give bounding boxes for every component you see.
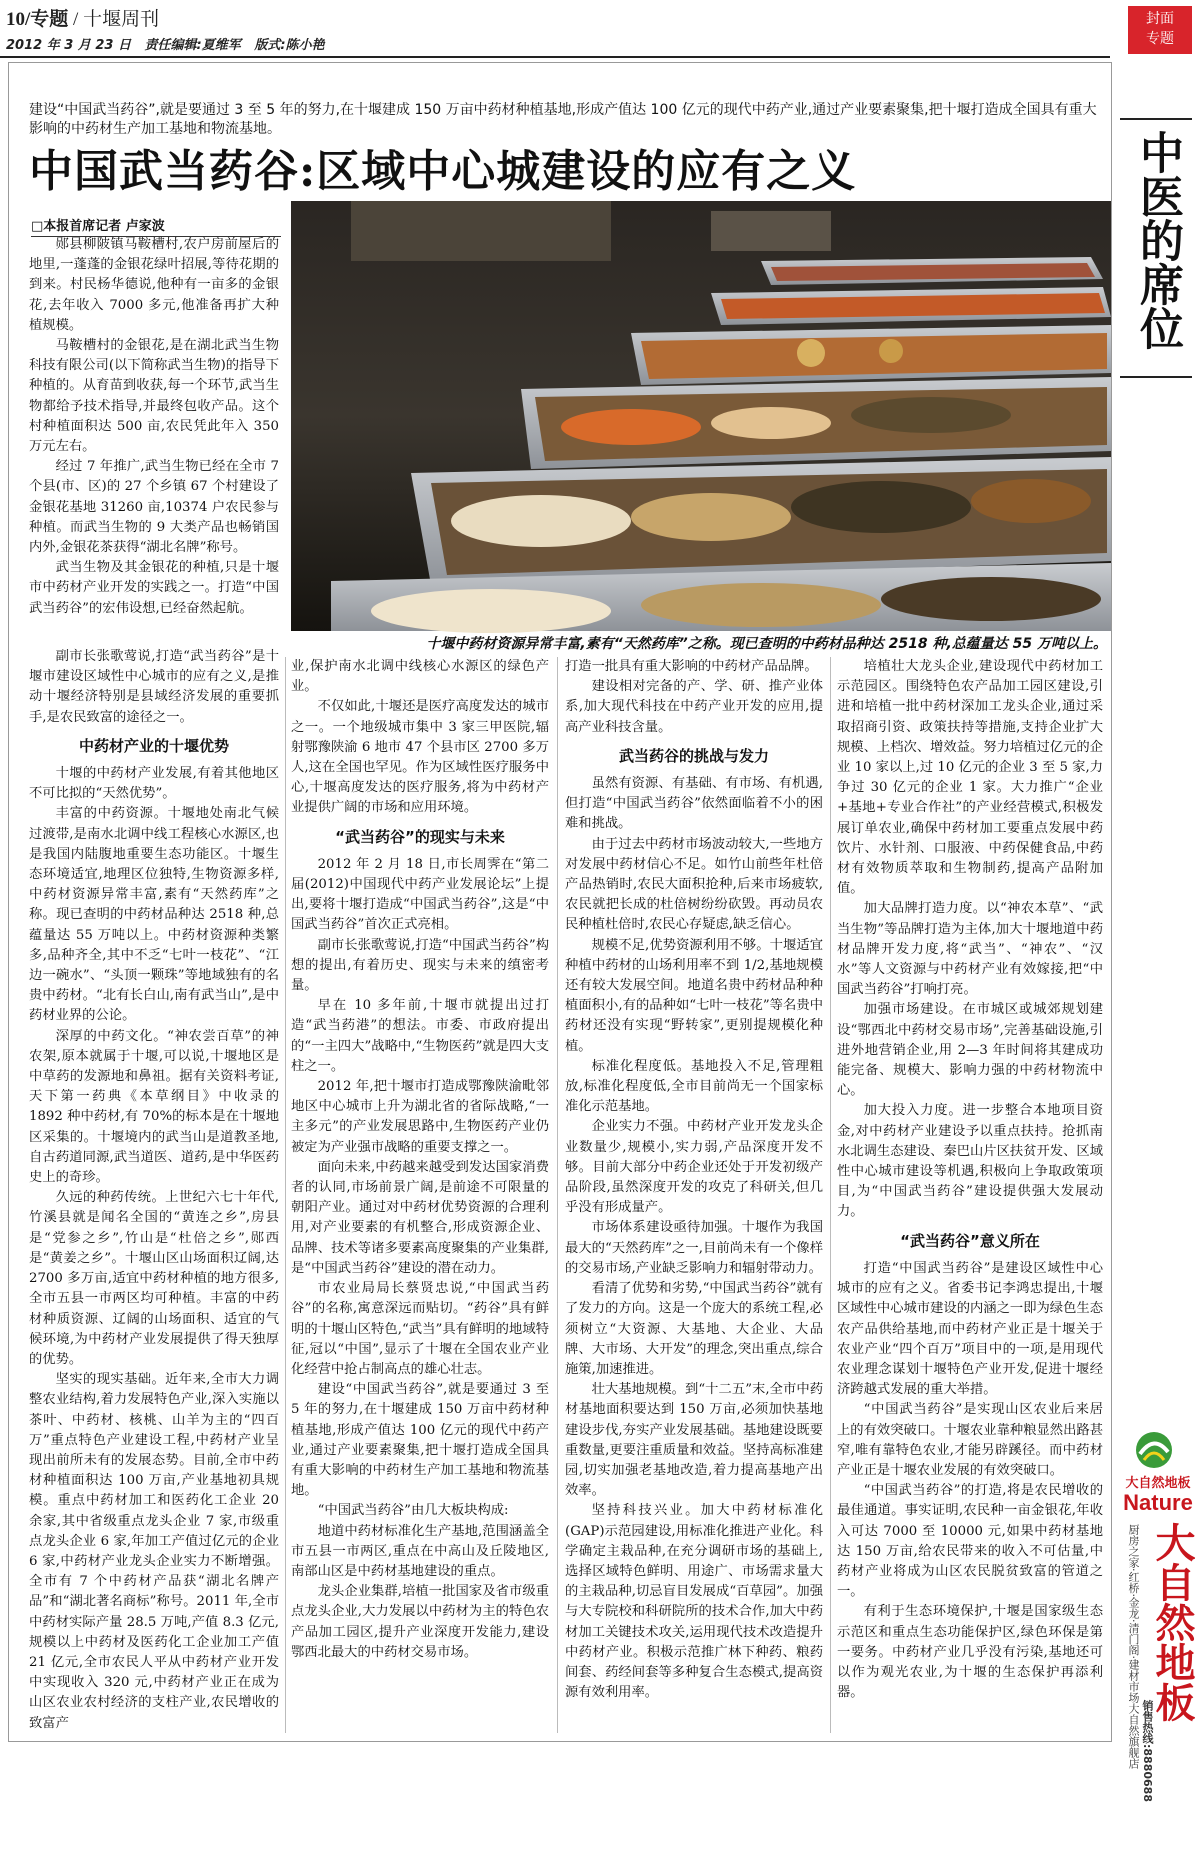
paragraph: 十堰的中药材产业发展,有着其他地区不可比拟的“天然优势”。 [29,766,279,802]
paragraph: 武当生物及其金银花的种植,只是十堰市中药材产业开发的实践之一。打造“中国武当药谷”的宏伟设想,已经奋然起航。 [29,560,279,616]
paragraph: 经过 7 年推广,武当生物已经在全市 7 个县(市、区)的 27 个乡镇 67 个村建设了金银花基地 31260 亩,10374 户农民参与种植。而武当生物的 9 大类产品也畅销国内外,金银花茶获得“湖北名牌”称号。 [29,459,279,556]
paragraph: 久远的种药传统。上世纪六七十年代,竹溪县就是闻名全国的“黄连之乡”,房县是“党参之乡”,竹山是“杜倍之乡”,郧西是“黄姜之乡”。十堰山区山场面积辽阔,达 2700 多万亩,适宜中药材种植的地方很多,全市五县一市两区均可种植。丰富的中药材种质资源、辽阔的山场面积、适宜的气候环境,为中药材产业发展提供了得天独厚的优势。 [29,1190,279,1367]
paragraph: 副市长张歌莺说,打造“中国武当药谷”构想的提出,有着历史、现实与未来的缜密考量。 [291,937,549,994]
paragraph: 马鞍槽村的金银花,是在湖北武当生物科技有限公司(以下简称武当生物)的指导下种植的。从育苗到收获,每一个环节,武当生物都给予技术指导,并最终包收产品。这个村种植面积达 500 亩,农民凭此年入 350 万元左右。 [29,338,279,455]
masthead-separator: / [68,9,84,30]
article-column-3 [565,657,823,1737]
paragraph: 加大投入力度。进一步整合本地项目资金,对中药材产业建设予以重点扶持。抢抓南水北调生态建设、秦巴山片区扶贫开发、区域性中心城市建设等机遇,积极向上争取政策项目,为“中国武当药谷”建设提供强大发展动力。 [837,1103,1103,1220]
masthead [0,0,1200,62]
cover-topic-tag-line2: 专题 [1146,31,1174,47]
layout-designer: 陈小艳 [285,38,325,53]
section-heading: 中药材产业的十堰优势 [78,736,229,755]
paragraph: 丰富的中药资源。十堰地处南北气候过渡带,是南水北调中线工程核心水源区,也是我国内陆腹地重要生态功能区。十堰生态环境适宜,地理区位独特,生物资源多样,中药材资源异常丰富,素有“天然药库”之称。现已查明的中药材品种达 2518 种,总蕴量达 55 万吨以上。中药材资源种类繁多,品种齐全,其中不乏“七叶一枝花”、“江边一碗水”、“头顶一颗珠”等地域独有的名贵中药材。“北有长白山,南有武当山”,是中药材业界的公论。 [29,806,279,1024]
column-divider [830,657,831,1733]
ad-brand-en: Nature [1123,1490,1193,1515]
paragraph: 壮大基地规模。到“十二五”末,全市中药材基地面积要达到 150 万亩,必须加快基地建设步伐,夯实产业发展基础。基地建设既要重数量,更要注重质量和效益。坚持高标准建园,切实加强老基地改造,着力提高基地产出效率。 [565,1382,823,1499]
paragraph: “中国武当药谷”是实现山区农业后来居上的有效突破口。十堰农业靠种粮显然出路甚窄,唯有靠特色农业,才能另辟蹊径。而中药材产业正是十堰农业发展的有效突破口。 [837,1402,1103,1478]
paragraph: 副市长张歌莺说,打造“武当药谷”是十堰市建设区域性中心城市的应有之义,是推动十堰经济特别是县域经济发展的重要抓手,是农民致富的途径之一。 [29,649,279,725]
herb-trays-illustration [291,201,1111,631]
ad-phone: 销售热线:8880688 [1141,1700,1154,1802]
paragraph: 加强市场建设。在市城区或城郊规划建设“鄂西北中药材交易市场”,完善基础设施,引进外地营销企业,用 2—3 年时间将其建成功能完备、规模大、影响力强的中药材物流中心。 [837,1002,1103,1099]
ad-store-info: 厨房之家·红桥·金龙·清门阁·建材市场大自然旗舰店 [1127,1524,1140,1769]
paragraph: 郧县柳陂镇马鞍槽村,农户房前屋后的地里,一蓬蓬的金银花绿叶招展,等待花期的到来。村民杨华德说,他种有一亩多的金银花,去年收入 7000 多元,他准备再扩大种植规模。 [29,237,279,333]
article [8,62,1112,1742]
section-name: 专题 [30,8,69,30]
paragraph: “中国武当药谷”的打造,将是农民增收的最佳通道。事实证明,农民种一亩金银花,年收入可达 7000 至 10000 元,如果中药材基地达 150 万亩,给农民带来的收入不可估量,中药材产业将成为山区农民脱贫致富的管道之一。 [837,1483,1103,1600]
paragraph: 规模不足,优势资源利用不够。十堰适宜种植中药材的山场利用率不到 1/2,基地规模还有较大发展空间。地道名贵中药材品种种植面积小,有的品种如“七叶一枝花”等名贵中药材还没有实现“野转家”,更别提规模化种植。 [565,937,823,1054]
page-number: 10/ [6,9,31,30]
paragraph: “中国武当药谷”由几大板块构成: [317,1503,509,1519]
photo-caption: 十堰中药材资源异常丰富,素有“天然药库”之称。现已查明的中药材品种达 2518 种,总蕴量达 55 万吨以上。 [426,636,1107,652]
paragraph: 面向未来,中药越来越受到发达国家消费者的认同,市场前景广阔,是前途不可限量的朝阳产业。通过对中药材优势资源的合理利用,对产业要素的有机整合,形成资源企业、品牌、技术等诸多要素高度聚集的产业集群,是“中国武当药谷”建设的潜在动力。 [291,1159,549,1276]
cover-topic-tag [1128,6,1192,54]
section-heading: “武当药谷”的现实与未来 [335,827,505,846]
paragraph: 龙头企业集群,培植一批国家及省市级重点龙头企业,大力发展以中药材为主的特色农产品加工园区,提升产业深度开发能力,建设鄂西北最大的中药材交易市场。 [291,1584,549,1660]
paragraph: 不仅如此,十堰还是医疗高度发达的城市之一。一个地级城市集中 3 家三甲医院,辐射鄂豫陕渝 6 地市 47 个县市区 2700 多万人,这在全国也罕见。作为区域性医疗服务中心,十堰高度发达的医疗服务,将为中药材产业提供广阔的市场和应用环境。 [291,699,549,816]
paragraph: 坚实的现实基础。近年来,全市大力调整农业结构,着力发展特色产业,深入实施以茶叶、中药材、核桃、山羊为主的“四百万”重点特色产业建设工程,中药材产业呈现出前所未有的发展态势。目前,全市中药材种植面积达 100 万亩,产业基地初具规模。重点中药材加工和医药化工企业 20 余家,其中省级重点龙头企业 7 家,市级重点龙头企业 6 家,年加工产值过亿元的企业 6 家,中药材产业龙头企业实力不断增强。全市有 7 个中药材产品获“湖北名牌产品”和“湖北著名商标”称号。2011 年,全市中药材实际产量 28.5 万吨,产值 8.3 亿元,规模以上中药材及医药化工企业加工产值 21 亿元,全市农民人平从中药材产业开发中实现收入 320 元,中药材产业正在成为山区农业农村经济的支柱产业,农民增收的致富产 [29,1372,279,1731]
advertisement [1120,1430,1196,1860]
masthead-meta [6,34,325,53]
masthead-rule [0,56,1110,58]
editor-label: 责任编辑: [144,38,202,53]
paragraph: 虽然有资源、有基础、有市场、有机遇,但打造“中国武当药谷”依然面临着不小的困难和挑战。 [565,776,823,832]
paragraph: 地道中药材标准化生产基地,范围涵盖全市五县一市两区,重点在中高山及丘陵地区,南部山区是中药材基地建设的重点。 [291,1523,549,1579]
paragraph: 企业实力不强。中药材产业开发龙头企业数量少,规模小,实力弱,产品深度开发不够。目前大部分中药企业还处于开发初级产品阶段,虽然深度开发的攻克了科研关,但几乎没有形成量产。 [565,1119,823,1216]
paragraph: 2012 年,把十堰市打造成鄂豫陕渝毗邻地区中心城市上升为湖北省的省际战略,“一主多元”的产业发展思路中,生物医药产业仍被定为产业强市战略的重要支撑之一。 [291,1079,549,1155]
paragraph: 市农业局局长蔡贤忠说,“中国武当药谷”的名称,寓意深远而贴切。“药谷”具有鲜明的十堰山区特色,“武当”具有鲜明的地域特征,冠以“中国”,显示了十堰在全国农业产业化经营中抢占制高点的雄心壮志。 [291,1281,549,1377]
vertical-title: 中医的席位 [1132,130,1183,350]
article-lead: 建设“中国武当药谷”,就是要通过 3 至 5 年的努力,在十堰建成 150 万亩中药材种植基地,形成产值达 100 亿元的现代中药产业,通过产业要素聚集,把十堰打造成全国具有重大影响的中药材生产加工基地和物流基地。 [29,102,1097,137]
paragraph-continued: 打造一批具有重大影响的中药材产品品牌。 [565,659,818,674]
paragraph: 标准化程度低。基地投入不足,管理粗放,标准化程度低,全市目前尚无一个国家标准化示范基地。 [565,1058,823,1115]
herb-trays-photo [291,201,1111,631]
paragraph: 有利于生态环境保护,十堰是国家级生态示范区和重点生态功能保护区,绿色环保是第一要务。中药材产业几乎没有污染,基地还可以作为观光农业,为十堰的生态保护再添利器。 [837,1604,1103,1701]
paragraph: 由于过去中药材市场波动较大,一些地方对发展中药材信心不足。如竹山前些年杜倍产品热销时,农民大面积抢种,后来市场疲软,农民就把长成的杜倍树纷纷砍毁。再动员农民种植杜倍时,农民心存疑虑,缺乏信心。 [565,836,823,933]
article-column-1 [29,647,279,1737]
vertical-title-box [1120,118,1192,378]
paragraph-continued: 业,保护南水北调中线核心水源区的绿色产业。 [291,659,549,695]
article-column-4 [837,657,1103,1737]
nature-logo-icon [1130,1430,1178,1470]
right-column [1120,118,1195,1802]
paragraph: 打造“中国武当药谷”是建设区域性中心城市的应有之义。省委书记李鸿忠提出,十堰区域性中心城市建设的内涵之一即为绿色生态农产品供给基地,而中药材产业正是十堰关于农业产业“四个百万”项目中的一项,是用现代农业理念谋划十堰特色产业开发,促进十堰经济跨越式发展的重大举措。 [837,1260,1103,1398]
paragraph: 看清了优势和劣势,“中国武当药谷”就有了发力的方向。这是一个庞大的系统工程,必须树立“大资源、大基地、大企业、大品牌、大市场、大开发”的理念,突出重点,综合施策,加速推进。 [565,1281,823,1377]
ad-big-text: 大自然地板 [1149,1522,1195,1722]
column-divider [285,657,286,1733]
paragraph: 坚持科技兴业。加大中药材标准化(GAP)示范园建设,用标准化推进产业化。科学确定主栽品种,在充分调研市场的基础上,选择区域特色鲜明、用途广、市场需求量大的主栽品种,切忌盲目发展成“百草园”。加强与大专院校和科研院所的技术合作,加大中药材加工关键技术攻关,运用现代技术改造提升中药材产业。积极示范推广林下种药、粮药间套、药经间套等多种复合生态模式,提高资源有效利用率。 [565,1503,823,1701]
article-byline: □本报首席记者 卢家波 [31,215,281,237]
paper-name: 十堰周刊 [83,9,160,30]
issue-date: 2012 年 3 月 23 日 [6,38,131,53]
paragraph: 2012 年 2 月 18 日,市长周霁在“第二届(2012)中国现代中药产业发展论坛”上提出,要将十堰打造成“中国武当药谷”,这是“中国武当药谷”首次正式亮相。 [291,856,549,933]
cover-topic-tag-line1: 封面 [1146,11,1174,27]
article-column-1-top [29,235,279,643]
paragraph: 加大品牌打造力度。以“神农本草”、“武当生物”等品牌打造为主体,加大十堰地道中药材品牌开发力度,将“武当”、“神农”、“汉水”等人文资源与中药材产业有效嫁接,把“中国武当药谷”打响打亮。 [837,901,1103,998]
paragraph: 早在 10 多年前,十堰市就提出过打造“武当药港”的想法。市委、市政府提出的“一主四大”战略中,“生物医药”就是四大支柱之一。 [291,998,549,1074]
section-heading: 武当药谷的挑战与发力 [618,746,769,765]
ad-brand-cn: 大自然地板 [1125,1476,1191,1491]
masthead-title-line [6,4,159,31]
paragraph: 深厚的中药文化。“神农尝百草”的神农架,原本就属于十堰,可以说,十堰地区是中草药的发源地和鼻祖。据有关资料考证,天下第一药典《本草纲目》中收录的 1892 种中药材,有 70%的标本是在十堰地区采集的。十堰境内的武当山是道教圣地,自古药道同源,武当道医、道药,是中华医药史上的奇珍。 [29,1028,279,1186]
paragraph: 培植壮大龙头企业,建设现代中药材加工示范园区。围绕特色农产品加工园区建设,引进和培植一批中药材深加工龙头企业,通过采取招商引资、政策扶持等措施,支持企业扩大规模、上档次、增效益。努力培植过亿元的企业 10 家以上,过 10 亿元的企业 3 至 5 家,力争过 30 亿元的企业 1 家。大力推广“企业+基地+专业合作社”的产业经营模式,积极发展订单农业,确保中药材加工要重点发展中药饮片、水针剂、口服液、中药保健食品,中药材有效物质萃取和生物制药,提高产品附加值。 [837,659,1103,897]
paragraph: 建设相对完备的产、学、研、推产业体系,加大现代科技在中药产业开发的应用,提高产业科技含量。 [565,679,823,735]
paragraph: 市场体系建设亟待加强。十堰作为我国最大的“天然药库”之一,目前尚未有一个像样的交易市场,产业缺乏影响力和辐射带动力。 [565,1220,823,1276]
section-heading: “武当药谷”意义所在 [900,1231,1040,1250]
article-headline: 中国武当药谷:区域中心城建设的应有之义 [29,146,857,197]
column-divider [557,657,558,1733]
layout-label: 版式: [254,38,286,53]
paragraph: 建设“中国武当药谷”,就是要通过 3 至 5 年的努力,在十堰建成 150 万亩中药材种植基地,形成产值达 100 亿元的现代中药产业,通过产业要素聚集,把十堰打造成全国具有重大影响的中药材生产加工基地和物流基地。 [291,1382,549,1499]
article-column-2 [291,657,549,1737]
editor-name: 夏维军 [201,38,241,53]
